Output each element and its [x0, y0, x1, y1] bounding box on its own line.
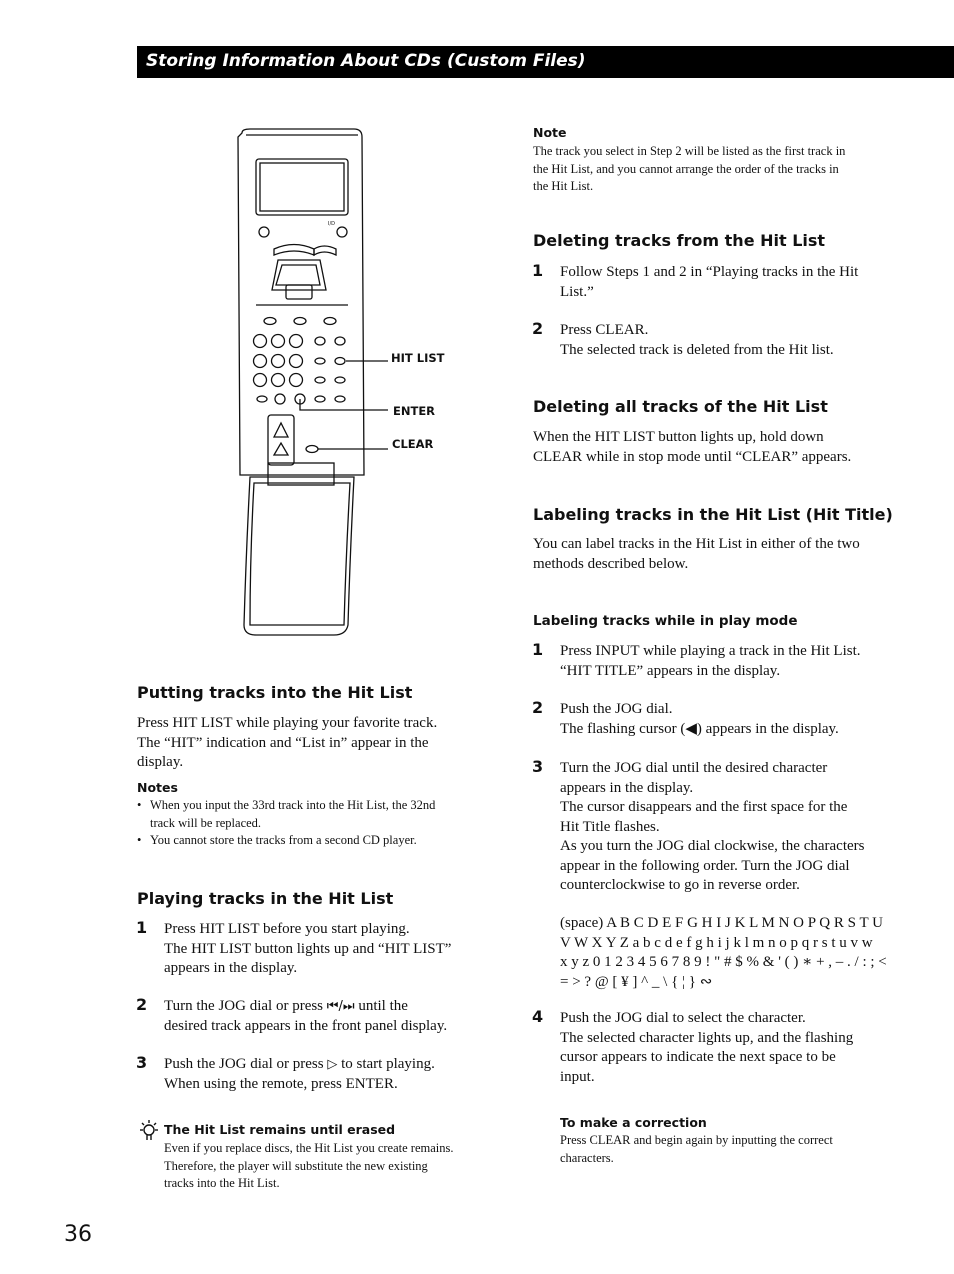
- text-line: Follow Steps 1 and 2 in “Playing tracks in the Hit: [560, 264, 859, 280]
- text-line: [164, 997, 447, 1017]
- text-line: [164, 1055, 435, 1075]
- text-fragment: Turn the JOG dial or press: [164, 998, 324, 1014]
- text-fragment: until the: [358, 998, 408, 1014]
- correction-heading: To make a correction: [560, 1115, 707, 1130]
- labeling-step-3: [560, 759, 865, 896]
- text-line: Push the JOG dial to select the character.: [560, 1010, 806, 1026]
- step-number: 2: [136, 995, 148, 1014]
- putting-paragraph: [137, 714, 437, 773]
- playing-step-1: [164, 920, 451, 979]
- step-number: 3: [136, 1053, 148, 1072]
- labeling-subheading: Labeling tracks while in play mode: [533, 613, 798, 629]
- text-line: track will be replaced.: [150, 815, 262, 830]
- text-line: V W X Y Z a b c d e f g h i j k l m n o p q r s t u v w: [560, 934, 873, 951]
- enter-callout: ENTER: [393, 404, 436, 418]
- text-line: x y z 0 1 2 3 4 5 6 7 8 9 ! " # $ % & ' ( ) ∗ + , – . / : ; <: [560, 954, 887, 970]
- text-line: The selected track is deleted from the Hit list.: [560, 341, 834, 358]
- tip-lightbulb-icon: [138, 1119, 160, 1143]
- text-line: Press INPUT while playing a track in the Hit List.: [560, 643, 861, 659]
- page-number: 36: [64, 1222, 92, 1247]
- text-line: the Hit List, and you cannot arrange the order of the tracks in: [533, 161, 839, 176]
- text-line: “HIT TITLE” appears in the display.: [560, 662, 781, 679]
- step-number: 1: [532, 640, 544, 659]
- svg-text:I/D: I/D: [328, 221, 336, 227]
- labeling-heading: Labeling tracks in the Hit List (Hit Title): [533, 505, 893, 524]
- step-number: 2: [532, 319, 544, 338]
- text-line: When the HIT LIST button lights up, hold down: [533, 429, 824, 445]
- text-line: The flashing cursor (◀) appears in the display.: [560, 720, 839, 737]
- deleting-step-2: [560, 321, 834, 360]
- labeling-step-2: [560, 700, 839, 739]
- section-header: [137, 46, 954, 78]
- text-line: Press CLEAR.: [560, 322, 649, 338]
- notes-list: [137, 797, 435, 850]
- text-fragment: Push the JOG dial or press: [164, 1056, 324, 1072]
- text-fragment: to start playing.: [341, 1056, 435, 1072]
- text-line: Therefore, the player will substitute the new existing: [164, 1158, 428, 1173]
- text-line: Press HIT LIST before you start playing.: [164, 921, 410, 937]
- tip-paragraph: [164, 1140, 453, 1193]
- text-line: As you turn the JOG dial clockwise, the characters: [560, 838, 865, 854]
- text-line: Press HIT LIST while playing your favorite track.: [137, 715, 438, 731]
- clear-callout: CLEAR: [392, 437, 434, 451]
- step-number: 3: [532, 757, 544, 776]
- step-number: 1: [532, 261, 544, 280]
- text-line: Press CLEAR and begin again by inputting the correct: [560, 1133, 833, 1147]
- deleting-heading: Deleting tracks from the Hit List: [533, 231, 826, 250]
- section-title: Storing Information About CDs (Custom Files): [146, 51, 586, 71]
- labeling-paragraph: [533, 535, 860, 574]
- text-line: the Hit List.: [533, 179, 594, 193]
- text-line: tracks into the Hit List.: [164, 1176, 280, 1190]
- labeling-step-4: [560, 1009, 853, 1087]
- text-line: • You cannot store the tracks from a second CD player.: [150, 833, 417, 847]
- text-line: (space) A B C D E F G H I J K L M N O P Q R S T U: [560, 915, 883, 931]
- text-line: desired track appears in the front panel display.: [164, 1017, 448, 1034]
- text-line: methods described below.: [533, 555, 689, 572]
- text-line: = > ? @ [ ¥ ] ^ _ \ { ¦ } ∾: [560, 973, 713, 990]
- text-line: input.: [560, 1068, 595, 1085]
- deleting-all-heading: Deleting all tracks of the Hit List: [533, 397, 828, 416]
- text-line: The HIT LIST button lights up and “HIT LIST”: [164, 940, 452, 957]
- text-line: The track you select in Step 2 will be listed as the first track in: [533, 144, 846, 158]
- play-icon: ▷: [327, 1057, 338, 1072]
- prev-next-icon: ⏮/⏭: [326, 999, 355, 1014]
- hit-list-callout: HIT LIST: [391, 351, 445, 365]
- step-number: 2: [532, 698, 544, 717]
- deleting-step-1: [560, 263, 858, 302]
- text-line: CLEAR while in stop mode until “CLEAR” appears.: [533, 448, 852, 465]
- text-line: Push the JOG dial.: [560, 701, 673, 717]
- text-line: cursor appears to indicate the next space to be: [560, 1049, 836, 1065]
- tip-heading: The Hit List remains until erased: [164, 1122, 396, 1137]
- playing-step-3: [164, 1055, 435, 1094]
- text-line: characters.: [560, 1150, 614, 1165]
- playing-step-2: [164, 997, 447, 1036]
- text-line: appears in the display.: [560, 779, 694, 796]
- step-number: 1: [136, 918, 148, 937]
- text-line: • When you input the 33rd track into the Hit List, the 32nd: [150, 798, 436, 812]
- text-line: When using the remote, press ENTER.: [164, 1075, 398, 1092]
- correction-paragraph: [560, 1132, 833, 1167]
- text-line: appears in the display.: [164, 960, 298, 976]
- note-paragraph: [533, 143, 845, 196]
- text-line: appear in the following order. Turn the JOG dial: [560, 857, 850, 874]
- labeling-step-1: [560, 642, 861, 681]
- step-number: 4: [532, 1007, 544, 1026]
- text-line: The cursor disappears and the first space for the: [560, 799, 848, 815]
- list-item: [137, 832, 435, 850]
- text-line: Turn the JOG dial until the desired character: [560, 760, 828, 776]
- remote-control-illustration: [230, 125, 460, 645]
- notes-heading: Notes: [137, 780, 178, 795]
- deleting-all-paragraph: [533, 428, 851, 467]
- character-set: [560, 914, 887, 992]
- text-line: counterclockwise to go in reverse order.: [560, 877, 800, 893]
- list-item: [137, 797, 435, 832]
- text-line: display.: [137, 754, 184, 770]
- text-line: The selected character lights up, and the flashing: [560, 1029, 854, 1046]
- note-heading: Note: [533, 125, 567, 140]
- playing-heading: Playing tracks in the Hit List: [137, 889, 394, 908]
- text-line: The “HIT” indication and “List in” appear in the: [137, 734, 429, 751]
- text-line: List.”: [560, 283, 594, 300]
- text-line: Hit Title flashes.: [560, 818, 660, 835]
- putting-heading: Putting tracks into the Hit List: [137, 683, 413, 702]
- text-line: You can label tracks in the Hit List in either of the two: [533, 536, 860, 552]
- text-line: Even if you replace discs, the Hit List you create remains.: [164, 1141, 454, 1155]
